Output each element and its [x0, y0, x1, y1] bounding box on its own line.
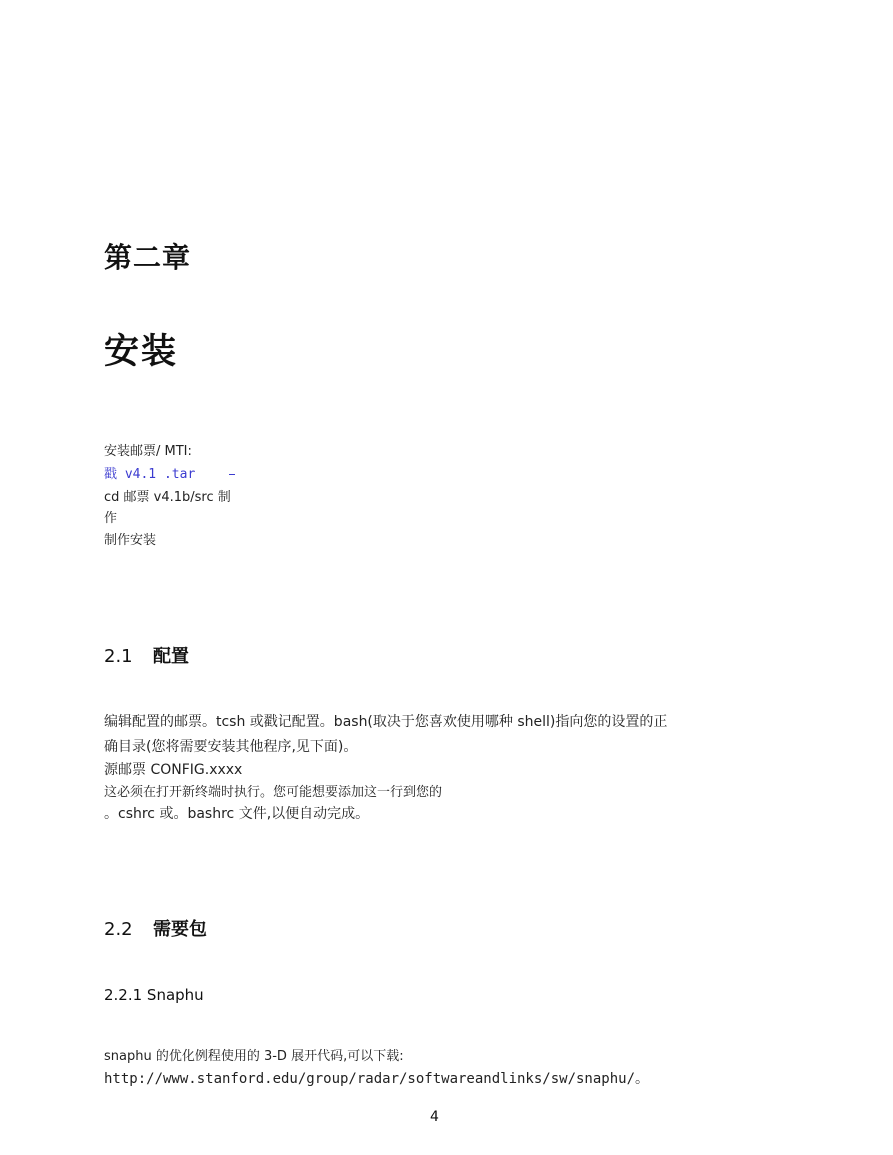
config-paragraph-line-1: 编辑配置的邮票。tcsh 或戳记配置。bash(取决于您喜欢使用哪种 shell)指向您的设置的正 — [104, 714, 668, 730]
chapter-label: 第二章 — [104, 241, 192, 274]
section-title: 配置 — [153, 646, 189, 667]
config-source-command: 源邮票 CONFIG.xxxx — [104, 762, 243, 778]
config-note-line-1: 这必须在打开新终端时执行。您可能想要添加这一行到您的 — [104, 785, 443, 800]
section-number: 2.2 — [104, 919, 133, 940]
snaphu-url: http://www.stanford.edu/group/radar/softwareandlinks/sw/snaphu/。 — [104, 1071, 650, 1087]
install-command-2-continued: 作 — [104, 511, 118, 526]
install-command-1-text: 戳 v4.1 .tar — [104, 467, 196, 482]
config-paragraph-line-2: 确目录(您将需要安装其他程序,见下面)。 — [104, 739, 358, 755]
page-number: 4 — [430, 1109, 439, 1125]
install-command-2: cd 邮票 v4.1b/src 制 — [104, 490, 231, 505]
config-note-line-2: 。cshrc 或。bashrc 文件,以便自动完成。 — [104, 806, 370, 822]
install-command-3: 制作安装 — [104, 533, 157, 548]
install-command-1 — [104, 463, 235, 482]
chapter-title: 安装 — [104, 332, 179, 372]
section-title: 需要包 — [153, 919, 207, 940]
section-2-1-heading — [104, 642, 189, 668]
underline-mark — [229, 474, 235, 475]
section-2-2-heading — [104, 915, 207, 941]
snaphu-paragraph: snaphu 的优化例程使用的 3-D 展开代码,可以下载: — [104, 1049, 404, 1064]
install-intro: 安装邮票/ MTI: — [104, 444, 192, 459]
subsection-2-2-1-heading: 2.2.1 Snaphu — [104, 986, 204, 1004]
section-number: 2.1 — [104, 646, 133, 667]
